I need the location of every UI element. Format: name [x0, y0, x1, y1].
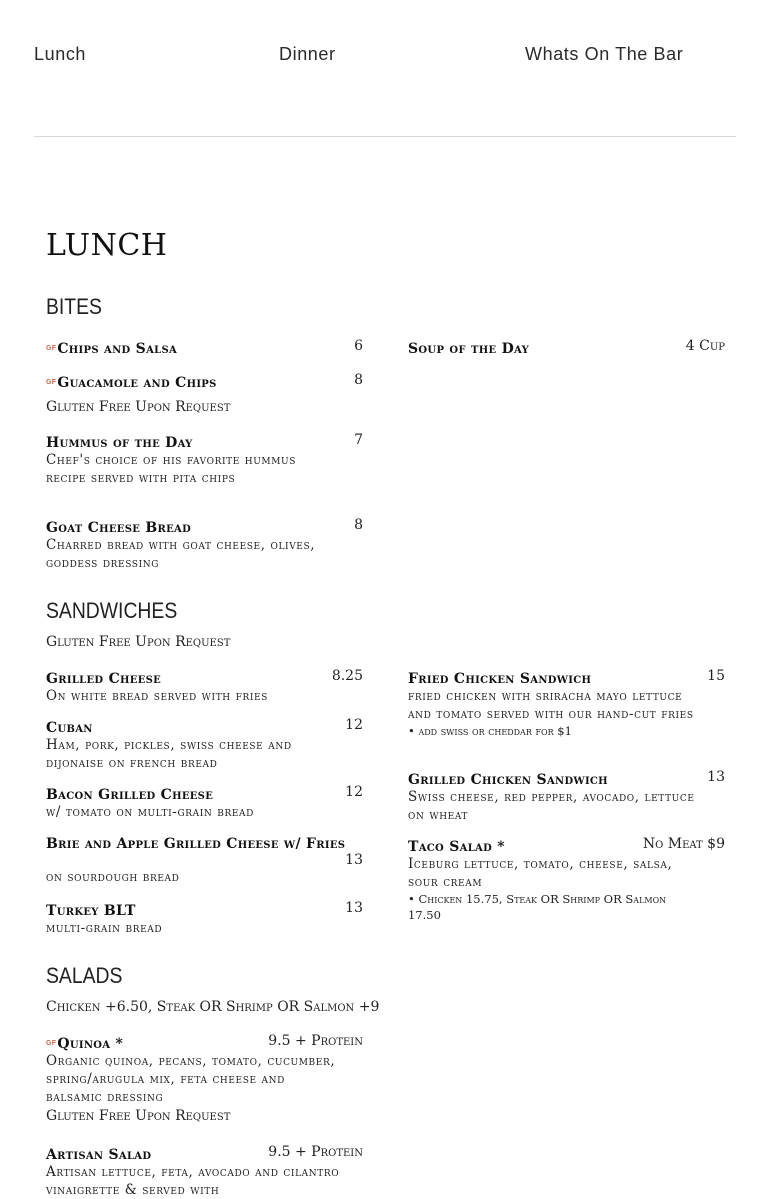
item-description: Artisan lettuce, feta, avocado and cilantro vinaigrette & served with: [46, 1164, 340, 1198]
item-note: Gluten Free Upon Request: [46, 1108, 231, 1124]
item-name: Grilled Cheese: [46, 671, 162, 687]
menu-item-hummus-of-the-day: [46, 432, 363, 487]
item-name: Bacon Grilled Cheese: [46, 787, 214, 803]
item-note: Gluten Free Upon Request: [46, 399, 231, 415]
menu-item-guacamole-and-chips: [46, 372, 363, 415]
item-price: No Meat $9: [642, 836, 725, 852]
nav-divider: [34, 136, 736, 137]
item-description: Organic quinoa, pecans, tomato, cucumber, spring/arugula mix, feta cheese and balsamic dressing: [46, 1053, 336, 1105]
item-price: 4 Cup: [685, 338, 725, 354]
item-description: fried chicken with sriracha mayo lettuce and tomato served with our hand-cut fries: [408, 688, 694, 722]
item-description: on sourdough bread: [46, 869, 180, 885]
menu-item-brie-and-apple-grilled-cheese: [46, 833, 363, 886]
item-name: Guacamole and Chips: [57, 375, 217, 391]
tab-lunch[interactable]: Lunch: [34, 44, 87, 64]
item-name: Taco Salad *: [408, 839, 505, 855]
item-price: 13: [345, 900, 363, 916]
item-name: Artisan Salad: [46, 1147, 152, 1163]
tab-whats-on-the-bar[interactable]: Whats On The Bar: [525, 44, 684, 64]
item-price: 9.5 + Protein: [268, 1144, 363, 1160]
menu-item-bacon-grilled-cheese: [46, 784, 363, 821]
item-extra: • Chicken 15.75, Steak OR Shrimp OR Salmon 17.50: [408, 892, 667, 922]
item-price: 12: [345, 717, 363, 733]
item-description: Chef's choice of his favorite hummus recipe served with pita chips: [46, 452, 296, 486]
item-description: On white bread served with fries: [46, 688, 268, 704]
item-description: Ham, pork, pickles, swiss cheese and dijonaise on french bread: [46, 737, 292, 771]
item-price: 8: [354, 517, 363, 533]
gluten-free-icon: GF: [46, 345, 57, 352]
top-nav: [34, 44, 736, 68]
item-description: w/ tomato on multi-grain bread: [46, 804, 254, 820]
item-price: 6: [354, 338, 363, 354]
item-description: Charred bread with goat cheese, olives, goddess dressing: [46, 537, 316, 571]
item-price: 15: [707, 668, 725, 684]
gluten-free-icon: GF: [46, 379, 57, 386]
menu-item-quinoa: [46, 1033, 363, 1124]
item-price: 9.5 + Protein: [268, 1033, 363, 1049]
section-note: Gluten Free Upon Request: [46, 634, 231, 650]
section-note: Chicken +6.50, Steak OR Shrimp OR Salmon +9: [46, 999, 380, 1015]
gluten-free-icon: GF: [46, 1040, 57, 1047]
item-price: 13: [707, 769, 725, 785]
menu-item-cuban: [46, 717, 363, 772]
item-price: 13: [345, 852, 363, 868]
item-name: Soup of the Day: [408, 341, 530, 357]
item-name: Turkey BLT: [46, 903, 136, 919]
item-name: Quinoa *: [57, 1036, 124, 1052]
item-name: Chips and Salsa: [57, 341, 178, 357]
item-description: Swiss cheese, red pepper, avocado, lettuce on wheat: [408, 789, 695, 823]
item-price: 8.25: [331, 668, 363, 684]
item-name: Goat Cheese Bread: [46, 520, 192, 536]
menu-item-goat-cheese-bread: [46, 517, 363, 572]
menu-item-grilled-chicken-sandwich: [408, 769, 725, 824]
menu-item-soup-of-the-day: [408, 338, 725, 357]
item-name: Hummus of the Day: [46, 435, 193, 451]
item-description: Iceburg lettuce, tomato, cheese, salsa, sour cream: [408, 856, 673, 890]
item-extra: • add swiss or cheddar for $1: [408, 724, 572, 738]
menu-item-artisan-salad: [46, 1144, 363, 1199]
section-title-sandwiches: SANDWICHES: [46, 598, 178, 623]
item-price: 7: [354, 432, 363, 448]
item-name: Fried Chicken Sandwich: [408, 671, 592, 687]
menu-item-taco-salad: [408, 836, 725, 923]
menu-item-grilled-cheese: [46, 668, 363, 705]
item-name: Cuban: [46, 720, 93, 736]
menu-item-turkey-blt: [46, 900, 363, 937]
item-price: 8: [354, 372, 363, 388]
item-name: Brie and Apple Grilled Cheese w/ Fries: [46, 836, 346, 852]
menu-item-fried-chicken-sandwich: [408, 668, 725, 739]
section-title-bites: BITES: [46, 294, 102, 319]
menu-item-chips-and-salsa: [46, 338, 363, 357]
item-description: multi-grain bread: [46, 920, 163, 936]
page-title: LUNCH: [46, 228, 168, 263]
section-title-salads: SALADS: [46, 963, 123, 988]
tab-dinner[interactable]: Dinner: [279, 44, 336, 64]
item-name: Grilled Chicken Sandwich: [408, 772, 608, 788]
item-price: 12: [345, 784, 363, 800]
